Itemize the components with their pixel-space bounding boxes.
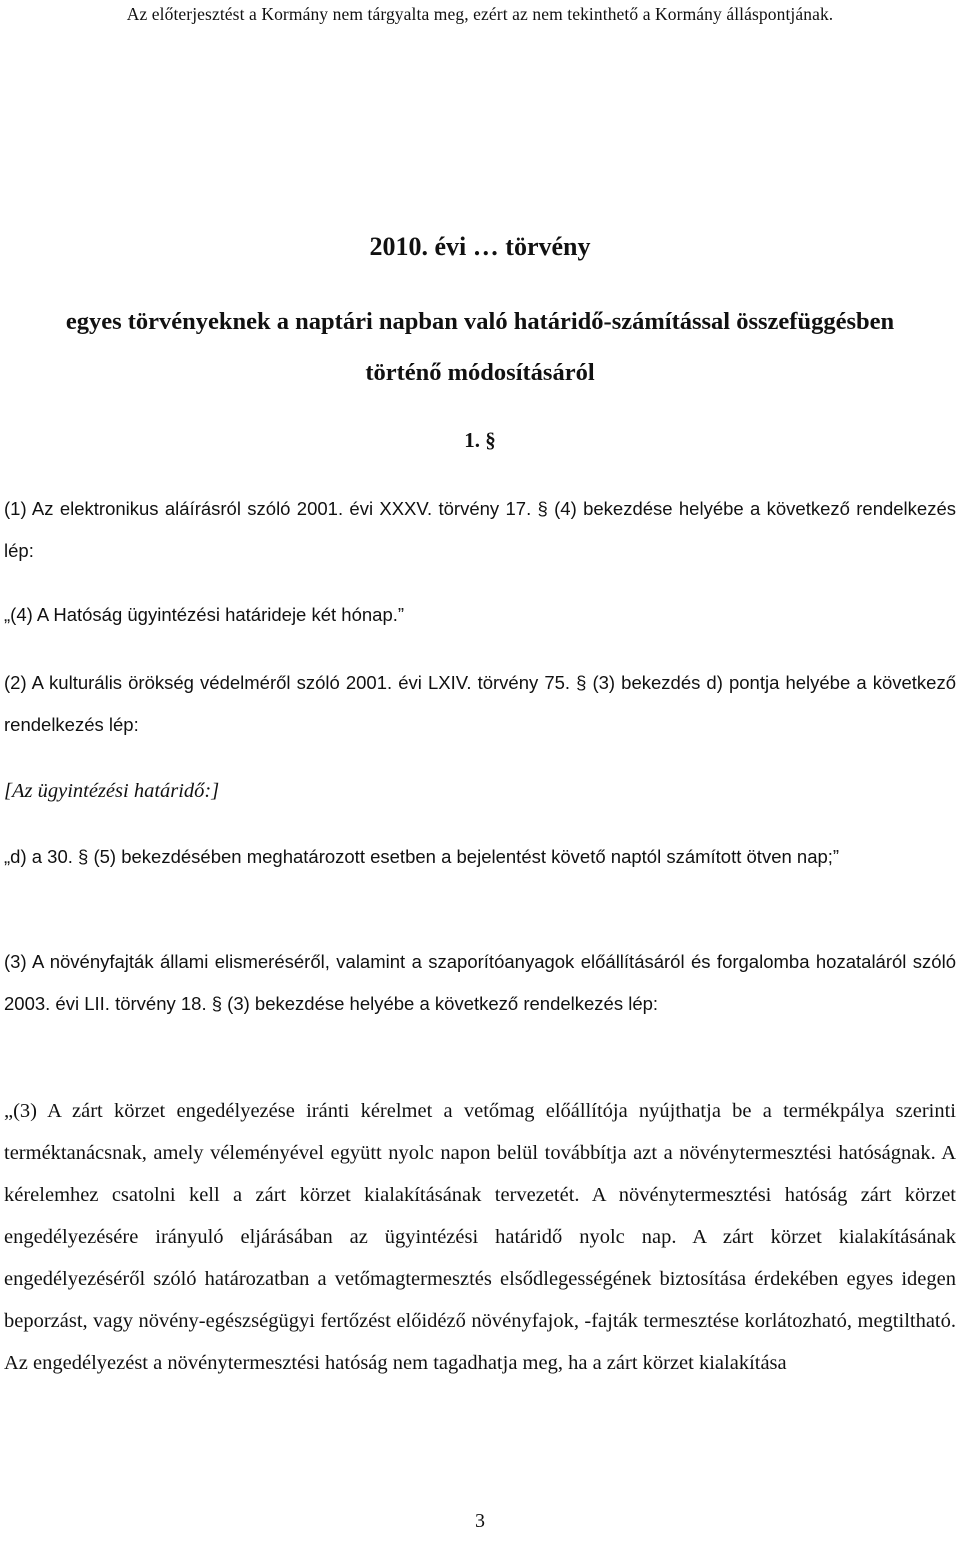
act-subtitle-line2: történő módosításáról xyxy=(365,359,595,386)
paragraph-2-quote: „d) a 30. § (5) bekezdésében meghatározott esetben a bejelentést követő naptól számított ötven nap;” xyxy=(4,846,840,867)
header-notice: Az előterjesztést a Kormány nem tárgyalta meg, ezért az nem tekinthető a Kormány álláspontjának. xyxy=(126,4,834,24)
paragraph-1-quote: „(4) A Hatóság ügyintézési határideje két hónap.” xyxy=(4,604,405,625)
paragraph-1: (1) Az elektronikus aláírásról szóló 2001. évi XXXV. törvény 17. § (4) bekezdése helyébe a következő rendelkezés lép: xyxy=(4,498,956,561)
paragraph-2-bracket: [Az ügyintézési határidő:] xyxy=(4,780,220,802)
page-number: 3 xyxy=(475,1510,485,1532)
paragraph-3-quote: „(3) A zárt körzet engedélyezése iránti kérelmet a vetőmag előállítója nyújthatja be a termékpálya szerinti terméktanácsnak, amely véleményével együtt nyolc napon belül továbbítja azt a növénytermesztési hatóságnak. A kérelemhez csatolni kell a zárt körzet kialakításának tervezetét. A növénytermesztési hatóság zárt körzet engedélyezésére irányuló eljárásában az ügyintézési határidő nyolc nap. A zárt körzet kialakításának engedélyezéséről szóló határozatban a vetőmagtermesztés elsődlegességének biztosítása érdekében egyes idegen beporzást, vagy növény-egészségügyi fertőzést előidéző növényfajok, -fajták termesztése korlátozható, megtiltható. Az engedélyezést a növénytermesztési hatóság nem tagadhatja meg, ha a zárt körzet kialakítása xyxy=(4,1100,956,1374)
section-number: 1. § xyxy=(464,428,496,452)
act-title: 2010. évi … törvény xyxy=(369,232,591,261)
act-subtitle-line1: egyes törvényeknek a naptári napban való határidő-számítással összefüggésben xyxy=(65,308,895,335)
paragraph-3: (3) A növényfajták állami elismeréséről, valamint a szaporítóanyagok előállításáról és forgalomba hozataláról szóló 2003. évi LII. törvény 18. § (3) bekezdése helyébe a következő rendelkezés lép: xyxy=(4,951,956,1014)
paragraph-2: (2) A kulturális örökség védelméről szóló 2001. évi LXIV. törvény 75. § (3) bekezdés d) pontja helyébe a következő rendelkezés lép: xyxy=(4,672,956,735)
